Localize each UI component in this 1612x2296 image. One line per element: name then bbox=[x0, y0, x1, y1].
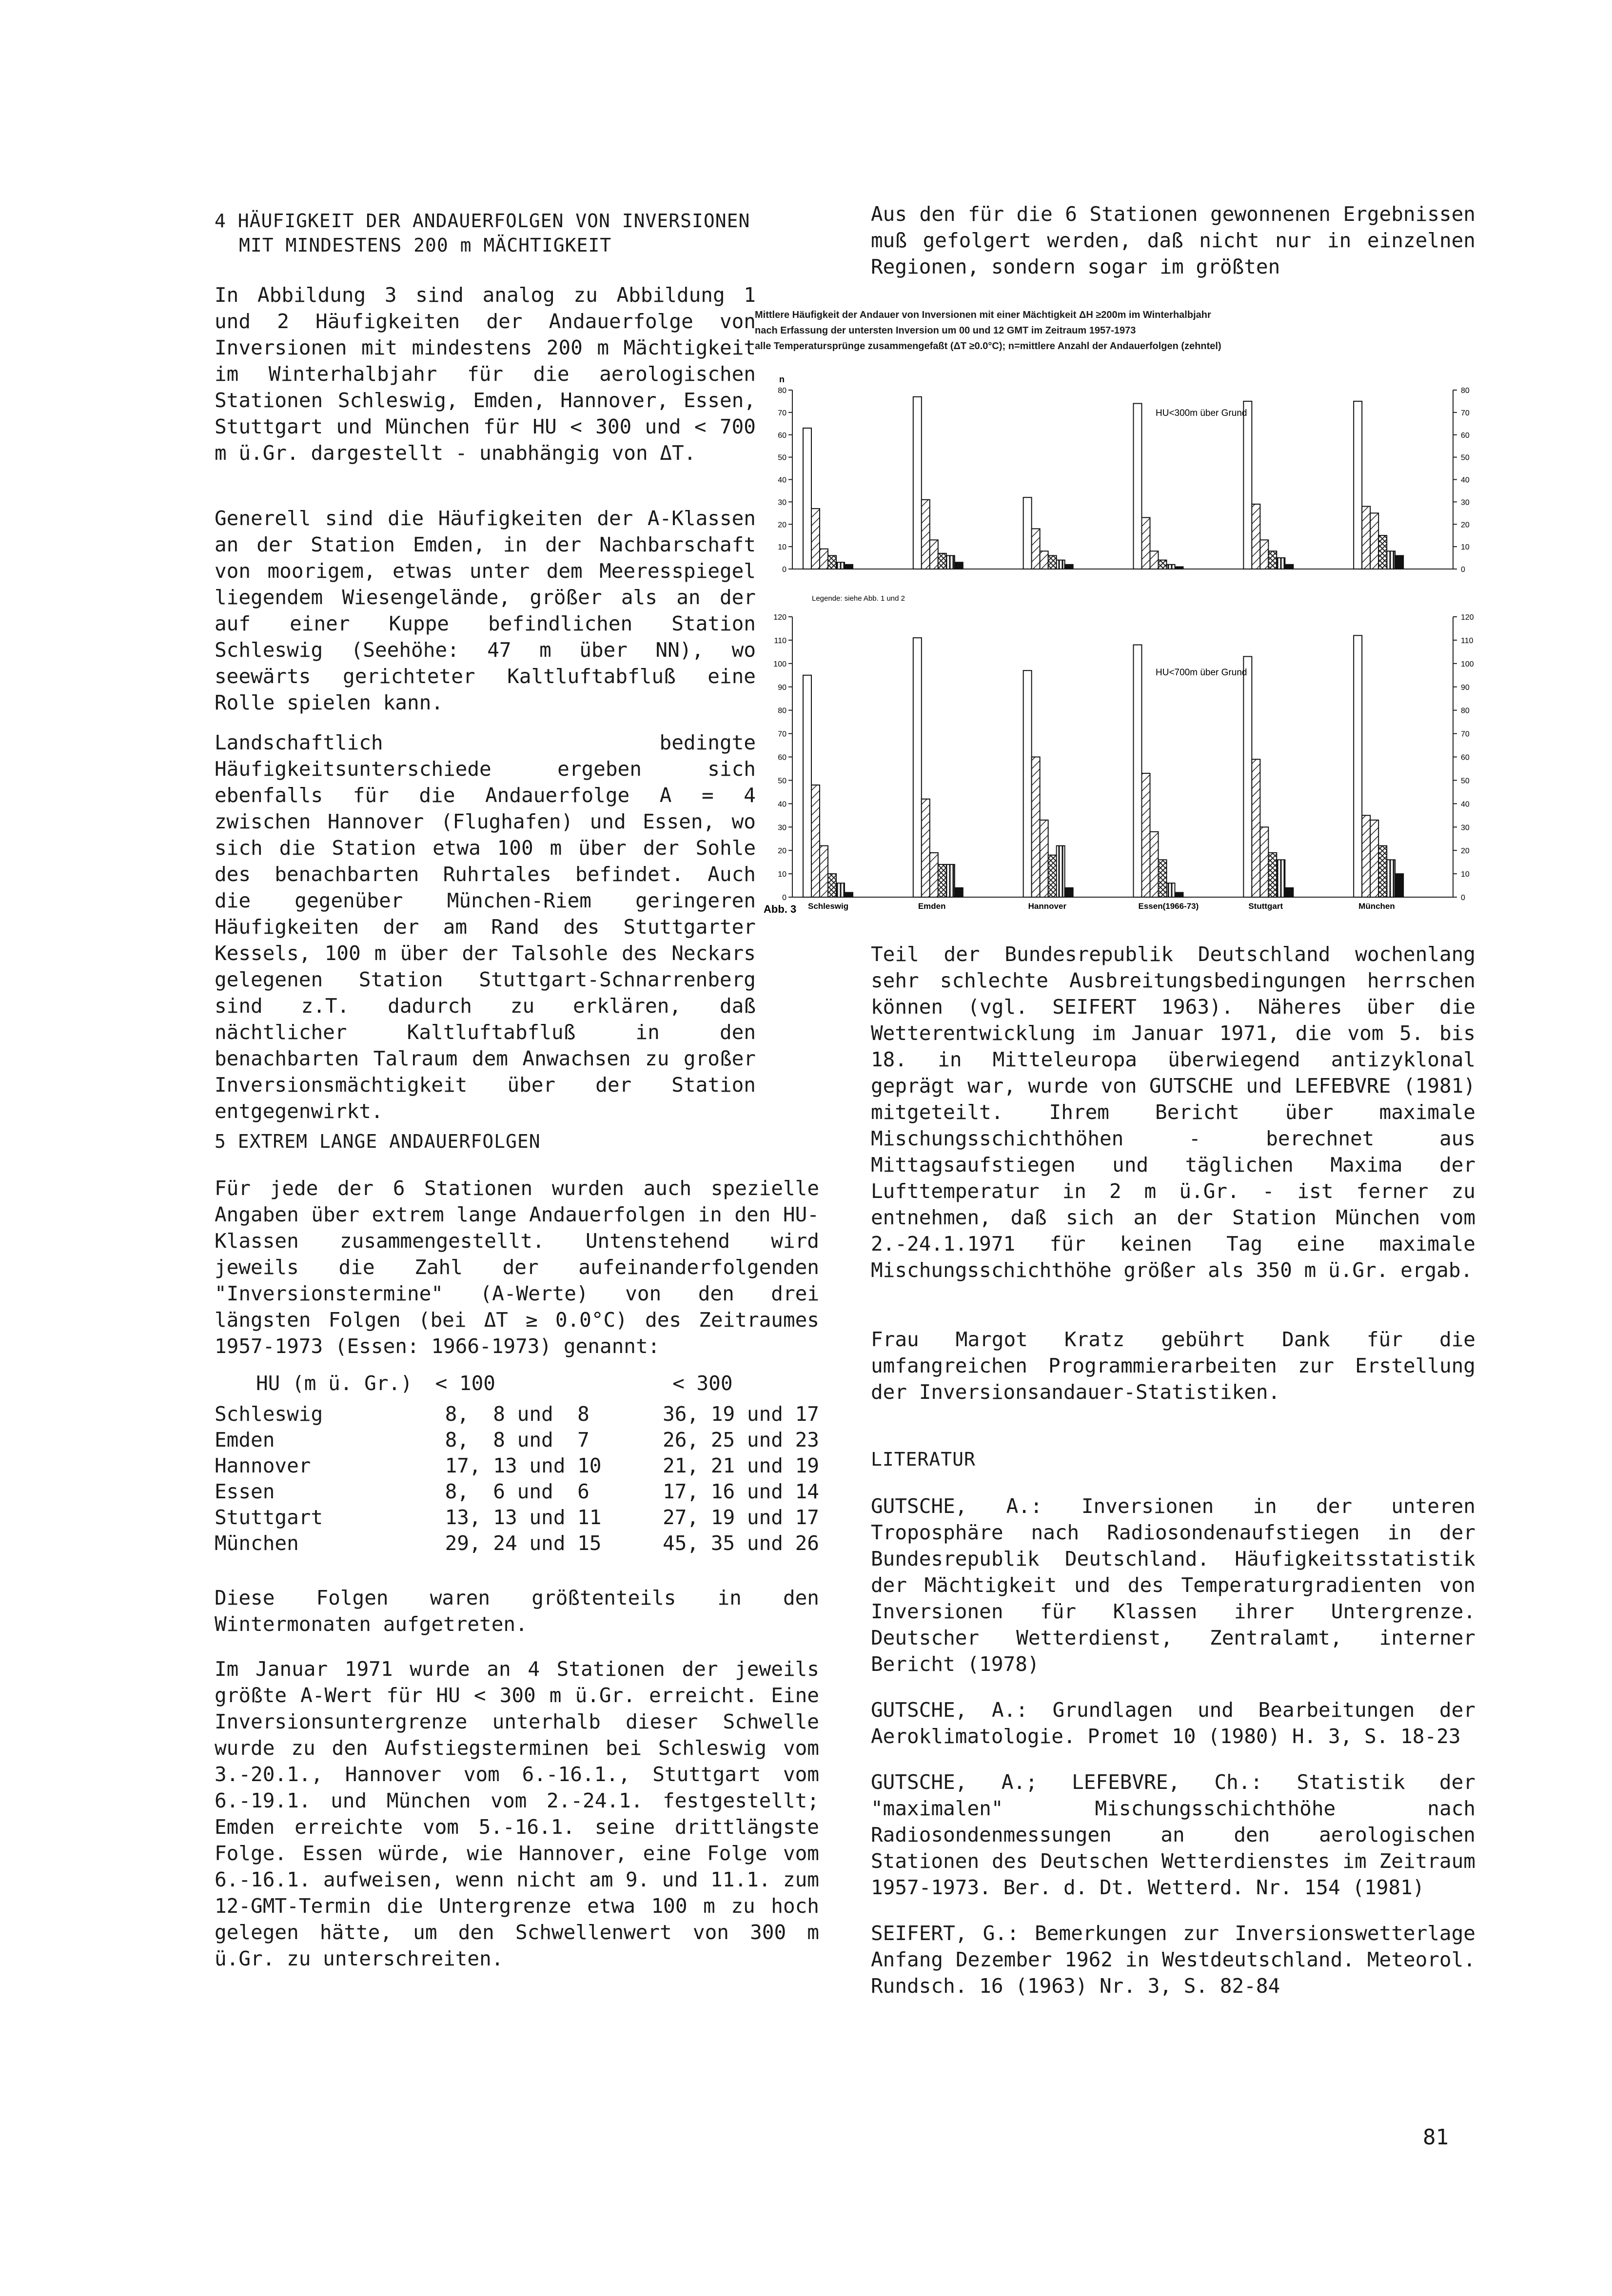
table-cell-lt300: 36, 19 und 17 bbox=[663, 1402, 819, 1426]
bar bbox=[930, 853, 938, 897]
bar bbox=[1048, 855, 1057, 897]
tick-label-left: 0 bbox=[782, 566, 786, 574]
bar bbox=[1260, 827, 1268, 897]
figure-abb3 bbox=[751, 371, 1492, 926]
table-header-station: HU (m ü. Gr.) bbox=[256, 1371, 413, 1395]
table-cell-lt100: 13, 13 und 11 bbox=[445, 1505, 602, 1529]
table-cell-lt300: 45, 35 und 26 bbox=[663, 1531, 819, 1555]
bar bbox=[946, 864, 955, 897]
bar bbox=[1175, 892, 1183, 897]
tick-label-right: 70 bbox=[1461, 409, 1470, 417]
extreme-table-grid bbox=[215, 1370, 819, 1556]
tick-label-right: 80 bbox=[1461, 387, 1470, 395]
bar bbox=[1277, 860, 1285, 897]
bar bbox=[1057, 846, 1065, 897]
tick-label-right: 20 bbox=[1461, 521, 1470, 530]
bar bbox=[1150, 832, 1159, 897]
bar bbox=[1395, 555, 1403, 569]
tick-label-right: 10 bbox=[1461, 870, 1470, 879]
bar bbox=[913, 397, 922, 569]
figure-caption-line3: alle Temperatursprünge zusammengefaßt (ΔT ≥0.0°C); n=mittlere Anzahl der Andauerfolgen (zehntel) bbox=[755, 341, 1221, 352]
bar bbox=[836, 562, 845, 569]
tick-label-right: 90 bbox=[1461, 683, 1470, 692]
table-row bbox=[215, 1530, 819, 1556]
tick-label-right: 70 bbox=[1461, 730, 1470, 739]
tick-label-left: 70 bbox=[778, 730, 786, 739]
bar bbox=[1387, 860, 1395, 897]
paragraph-thanks: Frau Margot Kratz gebührt Dank für die umfangreichen Programmierarbeiten zur Erstellung der Inversionsandauer-Statistiken. bbox=[871, 1328, 1475, 1404]
figure-caption-line2: nach Erfassung der untersten Inversion um 00 und 12 GMT im Zeitraum 1957-1973 bbox=[755, 325, 1136, 336]
tick-label-right: 50 bbox=[1461, 453, 1470, 462]
bar bbox=[1040, 820, 1048, 897]
bar bbox=[1065, 565, 1073, 569]
bar bbox=[803, 428, 811, 569]
bar bbox=[938, 553, 946, 569]
table-cell-station: Hannover bbox=[215, 1453, 311, 1477]
tick-label-left: 120 bbox=[773, 613, 786, 622]
bar bbox=[1362, 815, 1370, 897]
table-header-row bbox=[215, 1370, 819, 1396]
bar bbox=[1167, 565, 1175, 569]
tick-label-left: 20 bbox=[778, 521, 786, 530]
tick-label-left: 40 bbox=[778, 476, 786, 485]
paragraph-emden: Generell sind die Häufigkeiten der A-Klassen an der Station Emden, in der Nachbarschaft von moorigem, etwas unter dem Meeresspiegel liegendem Wiesengelände, größer als an der auf einer Kuppe befindlichen Station Schleswig (Seehöhe: 47 m über NN), wo seewärts gerichteter Kaltluftabfluß eine Rolle spielen kann. bbox=[215, 507, 756, 714]
literature-item: GUTSCHE, A.: Inversionen in der unteren Troposphäre nach Radiosondenaufstiegen in der Bundesrepublik Deutschland. Häufigkeitsstatistik der Mächtigkeit und des Temperaturgradienten von Inversionen für Klassen ihrer Untergrenze. Deutscher Wetterdienst, Zentralamt, interner Bericht (1978) bbox=[871, 1494, 1475, 1676]
tick-label-right: 100 bbox=[1461, 660, 1474, 668]
table-cell-station: Essen bbox=[215, 1479, 275, 1503]
tick-label-left: 10 bbox=[778, 543, 786, 552]
section4-heading-line1: 4 HÄUFIGKEIT DER ANDAUERFOLGEN VON INVERSIONEN bbox=[215, 210, 750, 232]
bar bbox=[1159, 860, 1167, 897]
bar bbox=[1175, 567, 1183, 569]
tick-label-right: 10 bbox=[1461, 543, 1470, 552]
bar bbox=[828, 874, 836, 897]
tick-label-left: 40 bbox=[778, 800, 786, 809]
tick-label-right: 110 bbox=[1461, 636, 1474, 645]
tick-label-right: 80 bbox=[1461, 706, 1470, 715]
section5-heading: 5 EXTREM LANGE ANDAUERFOLGEN bbox=[215, 1131, 541, 1152]
bar bbox=[1142, 773, 1150, 897]
tick-label-left: 80 bbox=[778, 706, 786, 715]
bar bbox=[1134, 404, 1142, 569]
section4-heading-line2: MIT MINDESTENS 200 m MÄCHTIGKEIT bbox=[239, 235, 612, 256]
bar bbox=[1370, 820, 1378, 897]
table-cell-lt100: 8, 6 und 6 bbox=[445, 1479, 590, 1503]
tick-label-right: 40 bbox=[1461, 800, 1470, 809]
paragraph-results: Aus den für die 6 Stationen gewonnenen Ergebnissen muß gefolgert werden, daß nicht nur in einzelnen Regionen, sondern sogar im größten bbox=[871, 202, 1475, 278]
bar bbox=[828, 555, 836, 569]
bar bbox=[1048, 555, 1057, 569]
table-cell-lt300: 17, 16 und 14 bbox=[663, 1479, 819, 1503]
chart-title: HU<700m über Grund bbox=[1156, 667, 1247, 678]
table-row bbox=[215, 1427, 819, 1452]
station-label: Stuttgart bbox=[1248, 902, 1283, 911]
extreme-table bbox=[215, 1370, 819, 1556]
station-label: Hannover bbox=[1028, 902, 1067, 911]
bar bbox=[1277, 558, 1285, 569]
tick-label-left: 30 bbox=[778, 498, 786, 507]
tick-label-right: 0 bbox=[1461, 566, 1465, 574]
tick-label-left: 90 bbox=[778, 683, 786, 692]
figure-caption bbox=[755, 307, 1486, 354]
bar bbox=[1159, 560, 1167, 569]
tick-label-left: 20 bbox=[778, 847, 786, 856]
bar bbox=[1040, 551, 1048, 569]
axis-letter: n bbox=[779, 374, 785, 384]
chart-top bbox=[778, 387, 1470, 574]
bar bbox=[1285, 565, 1293, 569]
table-row bbox=[215, 1504, 819, 1530]
bar bbox=[1057, 560, 1065, 569]
table-cell-lt100: 8, 8 und 8 bbox=[445, 1402, 590, 1426]
paragraph-hannover-essen: Landschaftlich bedingte Häufigkeitsunterschiede ergeben sich ebenfalls für die Andauerfolge A = 4 zwischen Hannover (Flughafen) und Essen, wo sich die Station etwa 100 m über der Sohle des benachbarten Ruhrtales befindet. Auch die gegenüber München-Riem geringeren Häufigkeiten der am Rand des Stuttgarter Kessels, 100 m über der Talsohle des Neckars gelegenen Station Stuttgart-Schnarrenberg sind z.T. dadurch zu erklären, daß nächtlicher Kaltluftabfluß in den benachbarten Talraum dem Anwachsen zu großer Inversionsmächtigkeit über der Station entgegenwirkt. bbox=[215, 731, 756, 1123]
station-label: Essen(1966-73) bbox=[1138, 902, 1199, 911]
tick-label-left: 60 bbox=[778, 753, 786, 762]
station-label: München bbox=[1358, 902, 1395, 911]
tick-label-left: 50 bbox=[778, 777, 786, 785]
tick-label-left: 80 bbox=[778, 387, 786, 395]
table-header-lt100: < 100 bbox=[435, 1371, 495, 1395]
figure-caption-line1: Mittlere Häufigkeit der Andauer von Inversionen mit einer Mächtigkeit ΔH ≥200m im Winterhalbjahr bbox=[755, 310, 1211, 320]
tick-label-right: 60 bbox=[1461, 753, 1470, 762]
legend-note: Legende: siehe Abb. 1 und 2 bbox=[812, 594, 905, 603]
station-label: Schleswig bbox=[808, 902, 849, 911]
literature-heading: LITERATUR bbox=[871, 1449, 976, 1470]
bar bbox=[845, 892, 853, 897]
bar bbox=[845, 565, 853, 569]
tick-label-right: 20 bbox=[1461, 847, 1470, 856]
tick-label-left: 10 bbox=[778, 870, 786, 879]
bar bbox=[1354, 401, 1362, 569]
bar bbox=[922, 799, 930, 897]
bar bbox=[1134, 645, 1142, 898]
bar bbox=[1268, 853, 1277, 897]
table-row bbox=[215, 1452, 819, 1478]
literature-item: GUTSCHE, A.; LEFEBVRE, Ch.: Statistik der "maximalen" Mischungsschichthöhe nach Radiosondenmessungen an den aerologischen Stationen des Deutschen Wetterdienstes im Zeitraum 1957-1973. Ber. d. Dt. Wetterd. Nr. 154 (1981) bbox=[871, 1770, 1475, 1899]
tick-label-right: 120 bbox=[1461, 613, 1474, 622]
paragraph-bundesrepublik: Teil der Bundesrepublik Deutschland wochenlang sehr schlechte Ausbreitungsbedingungen herrschen können (vgl. SEIFERT 1963). Näheres über die Wetterentwicklung im Januar 1971, die vom 5. bis 18. in Mitteleuropa überwiegend antizyklonal geprägt war, wurde von GUTSCHE und LEFEBVRE (1981) mitgeteilt. Ihrem Bericht über maximale Mischungsschichthöhen - berechnet aus Mittagsaufstiegen und täglichen Maxima der Lufttemperatur in 2 m ü.Gr. - ist ferner zu entnehmen, daß sich an der Station München vom 2.-24.1.1971 für keinen Tag eine maximale Mischungsschichthöhe größer als 350 m ü.Gr. ergab. bbox=[871, 942, 1475, 1282]
bar bbox=[811, 785, 820, 897]
bar bbox=[955, 562, 963, 569]
tick-label-left: 50 bbox=[778, 453, 786, 462]
literature-item: GUTSCHE, A.: Grundlagen und Bearbeitungen der Aeroklimatologie. Promet 10 (1980) H. 3, S. 18-23 bbox=[871, 1698, 1475, 1748]
bar bbox=[1023, 497, 1032, 569]
tick-label-right: 30 bbox=[1461, 824, 1470, 832]
paragraph-extreme: Für jede der 6 Stationen wurden auch spezielle Angaben über extrem lange Andauerfolgen in den HU-Klassen zusammengestellt. Untenstehend wird jeweils die Zahl der aufeinanderfolgenden "Inversionstermine" (A-Werte) von den drei längsten Folgen (bei ΔT ≥ 0.0°C) des Zeitraumes 1957-1973 (Essen: 1966-1973) genannt: bbox=[215, 1177, 819, 1358]
bar bbox=[803, 675, 811, 897]
station-label: Emden bbox=[918, 902, 946, 911]
table-cell-station: Schleswig bbox=[215, 1402, 323, 1426]
table-cell-lt300: 21, 21 und 19 bbox=[663, 1453, 819, 1477]
bar bbox=[1252, 759, 1260, 897]
table-cell-station: München bbox=[215, 1531, 299, 1555]
tick-label-left: 70 bbox=[778, 409, 786, 417]
table-cell-lt100: 8, 8 und 7 bbox=[445, 1428, 590, 1452]
tick-label-right: 40 bbox=[1461, 476, 1470, 485]
bar bbox=[836, 883, 845, 897]
paragraph-january: Im Januar 1971 wurde an 4 Stationen der jeweils größte A-Wert für HU < 300 m ü.Gr. erreicht. Eine Inversionsuntergrenze unterhalb dieser Schwelle wurde zu den Aufstiegsterminen bei Schleswig vom 3.-20.1., Hannover vom 6.-16.1., Stuttgart vom 6.-19.1. und München vom 2.-24.1. festgestellt; Emden erreichte vom 5.-16.1. seine drittlängste Folge. Essen würde, wie Hannover, eine Folge vom 6.-16.1. aufweisen, wenn nicht am 9. und 11.1. zum 12-GMT-Termin die Untergrenze etwa 100 m zu hoch gelegen hätte, um den Schwellenwert von 300 m ü.Gr. zu unterschreiten. bbox=[215, 1657, 819, 1970]
tick-label-left: 30 bbox=[778, 824, 786, 832]
bar bbox=[913, 638, 922, 897]
paragraph-intro: In Abbildung 3 sind analog zu Abbildung 1 und 2 Häufigkeiten der Andauerfolge von Inversionen mit mindestens 200 m Mächtigkeit im Winterhalbjahr für die aerologischen Stationen Schleswig, Emden, Hannover, Essen, Stuttgart und München für HU < 300 und < 700 m ü.Gr. dargestellt - unabhängig von ΔT. bbox=[215, 283, 756, 465]
bar bbox=[1362, 507, 1370, 569]
bar bbox=[1395, 874, 1403, 897]
literature-list bbox=[871, 1493, 1475, 2019]
bar bbox=[1243, 656, 1252, 897]
bar bbox=[1370, 513, 1378, 569]
page-number: 81 bbox=[1423, 2125, 1449, 2150]
tick-label-right: 0 bbox=[1461, 894, 1465, 902]
bar bbox=[1387, 551, 1395, 569]
table-row bbox=[215, 1401, 819, 1427]
tick-label-right: 30 bbox=[1461, 498, 1470, 507]
paragraph-winter: Diese Folgen waren größtenteils in den Wintermonaten aufgetreten. bbox=[215, 1586, 819, 1636]
table-cell-lt100: 17, 13 und 10 bbox=[445, 1453, 602, 1477]
bar bbox=[955, 888, 963, 897]
table-cell-station: Emden bbox=[215, 1428, 275, 1452]
bar bbox=[938, 864, 946, 897]
table-header-lt300: < 300 bbox=[672, 1371, 733, 1395]
table-cell-lt300: 27, 19 und 17 bbox=[663, 1505, 819, 1529]
bar bbox=[820, 846, 828, 897]
bar bbox=[1260, 540, 1268, 569]
table-cell-lt100: 29, 24 und 15 bbox=[445, 1531, 602, 1555]
bar bbox=[1142, 517, 1150, 569]
tick-label-right: 60 bbox=[1461, 431, 1470, 440]
bar bbox=[1252, 504, 1260, 569]
section4-heading bbox=[215, 209, 829, 257]
figure-label: Abb. 3 bbox=[764, 903, 797, 915]
bar bbox=[1285, 888, 1293, 897]
bar bbox=[1378, 846, 1387, 897]
bar bbox=[1167, 883, 1175, 897]
chart-title: HU<300m über Grund bbox=[1156, 408, 1247, 418]
table-cell-lt300: 26, 25 und 23 bbox=[663, 1428, 819, 1452]
tick-label-left: 60 bbox=[778, 431, 786, 440]
bar bbox=[1032, 757, 1040, 898]
chart-bottom bbox=[773, 613, 1474, 911]
table-cell-station: Stuttgart bbox=[215, 1505, 323, 1529]
tick-label-left: 0 bbox=[782, 894, 786, 902]
bar bbox=[1032, 529, 1040, 569]
bar bbox=[1378, 535, 1387, 569]
bar bbox=[1243, 401, 1252, 569]
bar bbox=[811, 509, 820, 569]
table-row bbox=[215, 1478, 819, 1504]
bar bbox=[930, 540, 938, 569]
bar bbox=[1023, 670, 1032, 897]
bar bbox=[1354, 635, 1362, 897]
bar bbox=[922, 500, 930, 569]
bar bbox=[1150, 551, 1159, 569]
bar bbox=[820, 549, 828, 569]
bar bbox=[1065, 888, 1073, 897]
bar bbox=[946, 555, 955, 569]
tick-label-left: 110 bbox=[774, 636, 786, 645]
tick-label-right: 50 bbox=[1461, 777, 1470, 785]
tick-label-left: 100 bbox=[773, 660, 786, 668]
bar bbox=[1268, 551, 1277, 569]
literature-item: SEIFERT, G.: Bemerkungen zur Inversionswetterlage Anfang Dezember 1962 in Westdeutschland. Meteorol. Rundsch. 16 (1963) Nr. 3, S. 82-84 bbox=[871, 1922, 1475, 1998]
